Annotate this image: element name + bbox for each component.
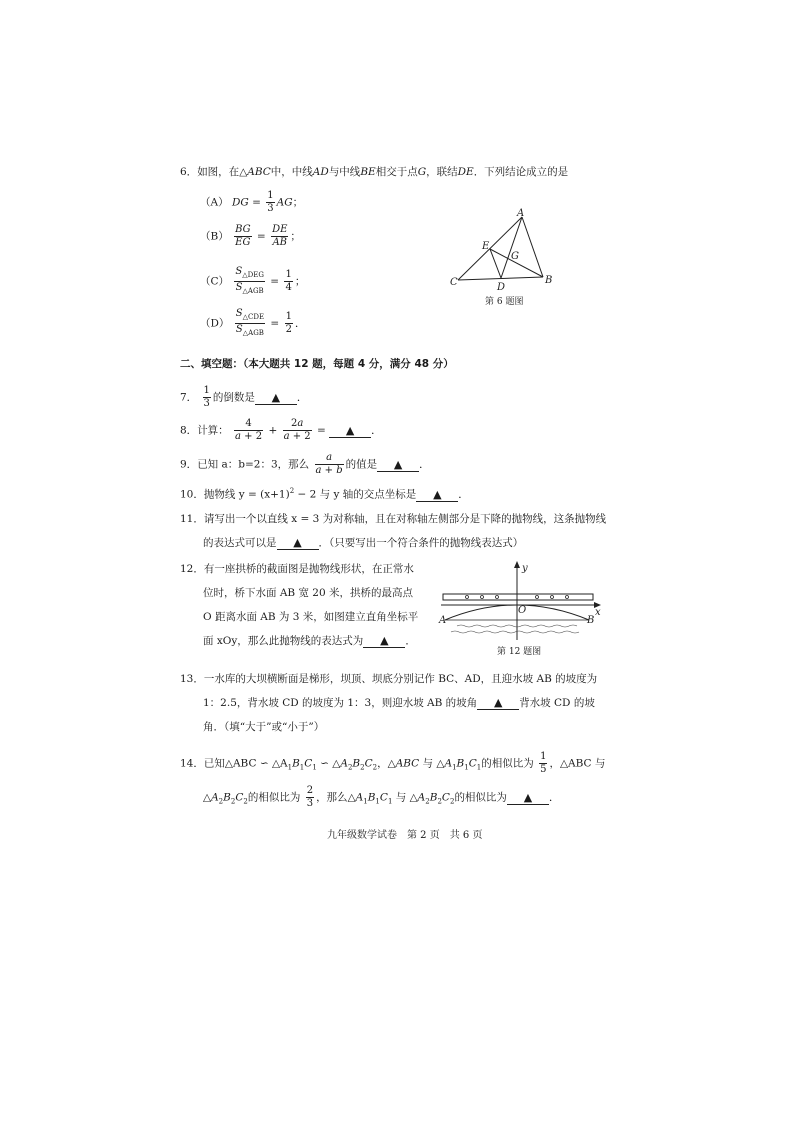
label-b: B	[545, 275, 553, 286]
q9: 9．已知 a：b=2：3，那么 $\frac{a}{a + b}$ 的值是 ▲ ．	[180, 452, 430, 476]
label-a: A	[439, 615, 447, 626]
label-b: B	[587, 615, 595, 626]
q11-line2: 的表达式可以是 ▲ ．（只要写出一个符合条件的抛物线表达式）	[203, 536, 524, 549]
section2-title: 二、填空题：（本大题共 12 题，每题 4 分，满分 48 分）	[180, 358, 454, 370]
q14-line2: $\triangle A_2B_2C_2$的相似比为 $\frac{2}{3}$ ，那么$\triangle A_1B_1C_1$ 与 $\triangle A_2B_2C_2$的相似比为 ▲ ．	[203, 785, 560, 809]
q12-figure-caption: 第 12 题图	[497, 647, 542, 657]
page-footer: 九年级数学试卷 第 2 页 共 6 页	[327, 830, 483, 841]
q11-line1: 11．请写出一个以直线 x = 3 为对称轴，且在对称轴左侧部分是下降的抛物线，这条抛物线	[180, 513, 607, 525]
label-o: O	[518, 605, 527, 616]
label-c: C	[450, 277, 458, 288]
answer-mark: ▲	[493, 696, 503, 709]
q6-option-d: （D） $\frac{S_{\triangle CDE}}{S_{\triangle AGB}}$ = $\frac{1}{2}$ ．	[200, 308, 306, 337]
q6-stem: 6．如图，在△ABC中，中线AD与中线BE相交于点G，联结DE．下列结论成立的是	[180, 166, 569, 178]
y-arrow	[514, 561, 520, 568]
label-a: A	[517, 208, 525, 219]
answer-mark: ▲	[271, 390, 281, 404]
answer-mark: ▲	[380, 634, 389, 647]
q13-line3: 角．（填“大于”或“小于”）	[203, 721, 325, 733]
q6-figure-caption: 第 6 题图	[485, 297, 524, 307]
q6-option-a: （A） DG = $\frac{1}{3}$ AG；	[200, 190, 304, 214]
q7: 7． $\frac{1}{3}$ 的倒数是 ▲ ．	[180, 385, 308, 409]
segment-de	[490, 249, 501, 278]
water-waves	[451, 625, 579, 633]
q12-line2: 位时，桥下水面 AB 宽 20 米，拱桥的最高点	[203, 587, 414, 599]
q6-option-b: （B） $\frac{BG}{EG}$ = $\frac{DE}{AB}$ ；	[200, 224, 301, 248]
label-d: D	[497, 282, 506, 293]
side-ca	[458, 217, 522, 280]
q14-line1: 14．已知△ABC ∽ $\triangle A_1B_1C_1$ ∽ $\triangle A_2B_2C_2$，△ABC 与 $\triangle A_1B_1C_1$的相似比为 $\frac{1}{5}$ ，△ABC 与	[180, 751, 606, 775]
answer-mark: ▲	[293, 536, 302, 549]
q8: 8．计算： $\frac{4}{a + 2}$ + $\frac{2a}{a + 2}$ = ▲ ．	[180, 418, 382, 442]
q12-bridge-figure	[437, 560, 607, 660]
label-y: y	[522, 563, 528, 574]
q6-option-c: （C） $\frac{S_{\triangle DEG}}{S_{\triangle AGB}}$ = $\frac{1}{4}$ ；	[200, 266, 306, 295]
label-g: G	[511, 251, 519, 262]
q10: 10．抛物线 $y = (x+1)^2 - 2$ 与 y 轴的交点坐标是 ▲ ．	[180, 487, 469, 501]
q6-triangle-figure	[445, 205, 565, 310]
answer-mark: ▲	[345, 423, 355, 437]
median-ad	[501, 217, 522, 278]
answer-mark: ▲	[433, 487, 442, 501]
answer-mark: ▲	[523, 790, 533, 804]
q12-line3: O 距离水面 AB 为 3 米，如图建立直角坐标平	[203, 611, 419, 623]
q13-line2: 1：2.5，背水坡 CD 的坡度为 1：3，则迎水坡 AB 的坡角 ▲ 背水坡 CD 的坡	[203, 696, 595, 709]
label-e: E	[482, 241, 490, 252]
label-x: x	[595, 607, 601, 618]
answer-mark: ▲	[393, 457, 403, 471]
q13-line1: 13．一水库的大坝横断面是梯形，坝顶、坝底分别记作 BC、AD，且迎水坡 AB 的坡度为	[180, 673, 598, 685]
q12-line1: 12．有一座拱桥的截面图是抛物线形状，在正常水	[180, 563, 414, 575]
q12-line4: 面 xOy，那么此抛物线的表达式为 ▲ ．	[203, 634, 416, 647]
